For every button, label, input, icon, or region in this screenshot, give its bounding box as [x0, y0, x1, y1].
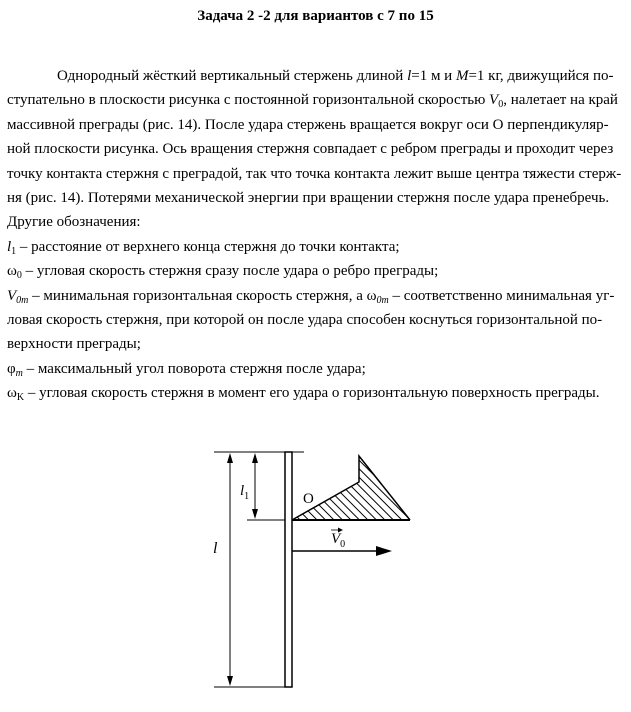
label-V0: $V_0$ [331, 531, 346, 550]
text-line-4: ной плоскости рисунка. Ось вращения стержня совпадает с ребром преграды и проходит через [7, 141, 614, 158]
def-omega0: $\omega_0$ – угловая скорость стержня сразу после удара о ребро преграды; [7, 263, 439, 282]
def-omegak: $\omega_K$ – угловая скорость стержня в момент его удара о горизонтальную поверхность преграды. [7, 385, 600, 404]
text-line-1: Однородный жёсткий вертикальный стержень длиной l=1 м и M=1 кг, движущийся по- [57, 68, 614, 84]
label-O: O [303, 491, 314, 507]
dimension-l1 [252, 453, 258, 519]
text-line-6: ня (рис. 14). Потерями механической энергии при вращении стержня после удара пренебречь. [7, 190, 610, 207]
label-l1: $l_1$ [240, 483, 250, 502]
def-v0m-cont2: верхности преграды; [7, 336, 141, 353]
def-phim: $\varphi_m$ – максимальный угол поворота стержня после удара; [7, 360, 366, 379]
label-l: l [213, 540, 218, 557]
obstacle [292, 456, 410, 520]
text-line-2: ступательно в плоскости рисунка с постоянной горизонтальной скоростью $V_0$, налетает на край [7, 92, 618, 111]
def-v0m-cont: ловая скорость стержня, при которой он после удара способен коснуться горизонтальной по- [7, 312, 603, 329]
page-title: Задача 2 -2 для вариантов с 7 по 15 [197, 8, 434, 24]
def-l1: $l_1$ – расстояние от верхнего конца стержня до точки контакта; [7, 238, 400, 257]
dimension-l [227, 453, 233, 686]
text-line-3: массивной преграды (рис. 14). После удара стержень вращается вокруг оси О перпендикуляр- [7, 116, 609, 133]
rod [285, 452, 292, 687]
def-v0m: $V_{0m}$ – минимальная горизонтальная скорость стержня, а $\omega_{0m}$ – соответственно минимальная уг- [7, 287, 615, 306]
text-line-7: Другие обозначения: [7, 214, 141, 231]
text-line-5: точку контакта стержня с преградой, так что точка контакта лежит выше центра тяжести стерж- [7, 165, 622, 182]
